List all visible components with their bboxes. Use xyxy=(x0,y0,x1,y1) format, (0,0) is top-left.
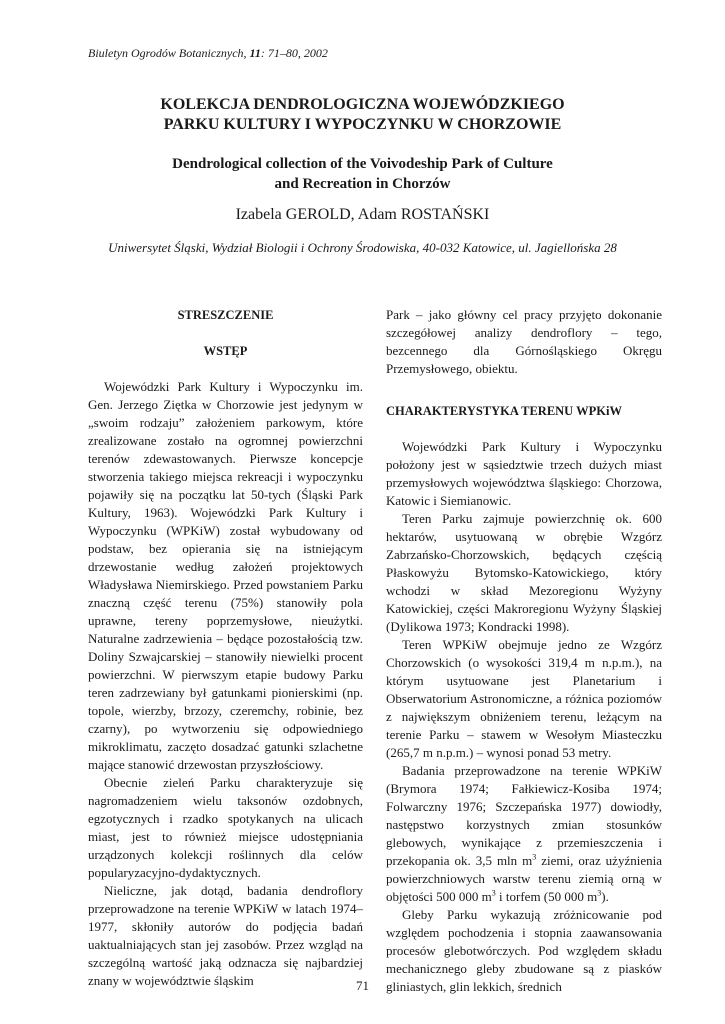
paragraph: Nieliczne, jak dotąd, badania dendroflory przeprowadzone na terenie WPKiW w latach 1974–1977, skłoniły autorów do podjęcia badań uaktualniających stan jej zasobów. Przez wzgląd na szczególną wartość jaką odznacza się najbardziej znany w województwie śląskim xyxy=(88,883,363,988)
paragraph: Gleby Parku wykazują zróżnicowanie pod względem pochodzenia i stopnia zaawansowania procesów glebotwórczych. Pod względem składu mechanicznego gleby zbudowane są z piasków gliniastych, glin lekkich, średnich xyxy=(386,907,662,994)
right-column xyxy=(386,306,662,996)
paragraph: Wojewódzki Park Kultury i Wypoczynku położony jest w sąsiedztwie trzech dużych miast przemysłowych województwa śląskiego: Chorzowa, Katowic i Siemianowic. xyxy=(386,439,662,508)
affiliation: Uniwersytet Śląski, Wydział Biologii i Ochrony Środowiska, 40-032 Katowice, ul. Jagiellońska 28 xyxy=(108,240,617,255)
journal-citation: Biuletyn Ogrodów Botanicznych, 11: 71–80, 2002 xyxy=(88,46,328,60)
paragraph: Wojewódzki Park Kultury i Wypoczynku im. Gen. Jerzego Ziętka w Chorzowie jest jedynym w „swoim rodzaju” założeniem parkowym, które zrealizowane zostało na ogromnej powierzchni terenów zdewastowanych. Pierwsze koncepcje stworzenia takiego miejsca rekreacji i wypoczynku pojawiły się na początku lat 50-tych (Śląski Park Kultury, 1963). Wojewódzki Park Kultury i Wypoczynku (WPKiW) został wybudowany od podstaw, bez opierania się na istniejącym drzewostanie według założeń projektowych Władysława Niemirskiego. Przed powstaniem Parku znaczną część terenu (75%) stanowiły pola uprawne, tereny poprzemysłowe, nieużytki. Naturalne zadrzewienia – będące pozostałością tzw. Doliny Szwajcarskiej – stanowiły niewielki procent powierzchni. W pierwszym etapie budowy Parku teren zadrzewiany był gatunkami pionierskimi (np. topole, wierzby, brzozy, czeremchy, robinie, bez czarny), po wytworzeniu się odpowiedniego mikroklimatu, zaczęto dosadzać gatunki szlachetne mające stanowić drzewostan przyszłościowy. xyxy=(88,379,363,772)
page-number: 71 xyxy=(356,978,369,993)
heading-introduction: WSTĘP xyxy=(203,344,248,358)
paragraph: Obecnie zieleń Parku charakteryzuje się nagromadzeniem wielu taksonów ozdobnych, egzotycznych i rzadko spotykanych na ulicach miast, jest to również miejsce udostępniania urządzonych kolekcji roślinnych dla celów popularyzacyjno-dydaktycznych. xyxy=(88,775,363,880)
heading-abstract: STRESZCZENIE xyxy=(177,308,274,322)
paragraph-continuation: Park – jako główny cel pracy przyjęto dokonanie szczegółowej analizy dendroflory – tego, bezcennego dla Górnośląskiego Okręgu Przemysłowego, obiektu. xyxy=(386,307,662,376)
paragraph: Teren WPKiW obejmuje jedno ze Wzgórz Chorzowskich (o wysokości 319,4 m n.p.m.), na którym usytuowane jest Planetarium i Obserwatorium Astronomiczne, a różnica poziomów z największym obniżeniem terenu, leżącym na terenie Parku – stawem w Wesołym Miasteczku (265,7 m n.p.m.) – wynosi ponad 53 metry. xyxy=(386,637,662,760)
title-english: Dendrological collection of the Voivodeship Park of Culture and Recreation in Chorzów xyxy=(172,156,553,192)
left-column xyxy=(88,306,363,990)
heading-site-characteristics: CHARAKTERYSTYKA TERENU WPKiW xyxy=(386,404,622,418)
paragraph: Teren Parku zajmuje powierzchnię ok. 600 hektarów, usytuowaną w obrębie Wzgórz Zabrzańsko-Chorzowskich, będących częścią Płaskowyżu Bytomsko-Katowickiego, który wchodzi w skład Mezoregionu Wyżyny Katowickiej, części Makroregionu Wyżyny Śląskiej (Dylikowa 1973; Kondracki 1998). xyxy=(386,511,662,634)
authors: Izabela GEROLD, Adam ROSTAŃSKI xyxy=(235,206,490,223)
journal-volume: 11 xyxy=(249,46,261,60)
paragraph-soil-research: Badania przeprowadzone na terenie WPKiW (Brymora 1974; Fałkiewicz-Kosiba 1974; Folwarczny 1976; Szczepańska 1977) dowiodły, następstwo korzystnych zmian stosunków glebowych, wynikające z przemieszczenia i przekopania ok. 3,5 mln $m^3$ ziemi, oraz użyźnienia powierzchniowych warstw terenu ziemią orną w objętości 500 000 $m^3$ i torfem (50 000 $m^3$). xyxy=(386,763,662,904)
title-polish: KOLEKCJA DENDROLOGICZNA WOJEWÓDZKIEGO PARKU KULTURY I WYPOCZYNKU W CHORZOWIE xyxy=(160,96,565,133)
